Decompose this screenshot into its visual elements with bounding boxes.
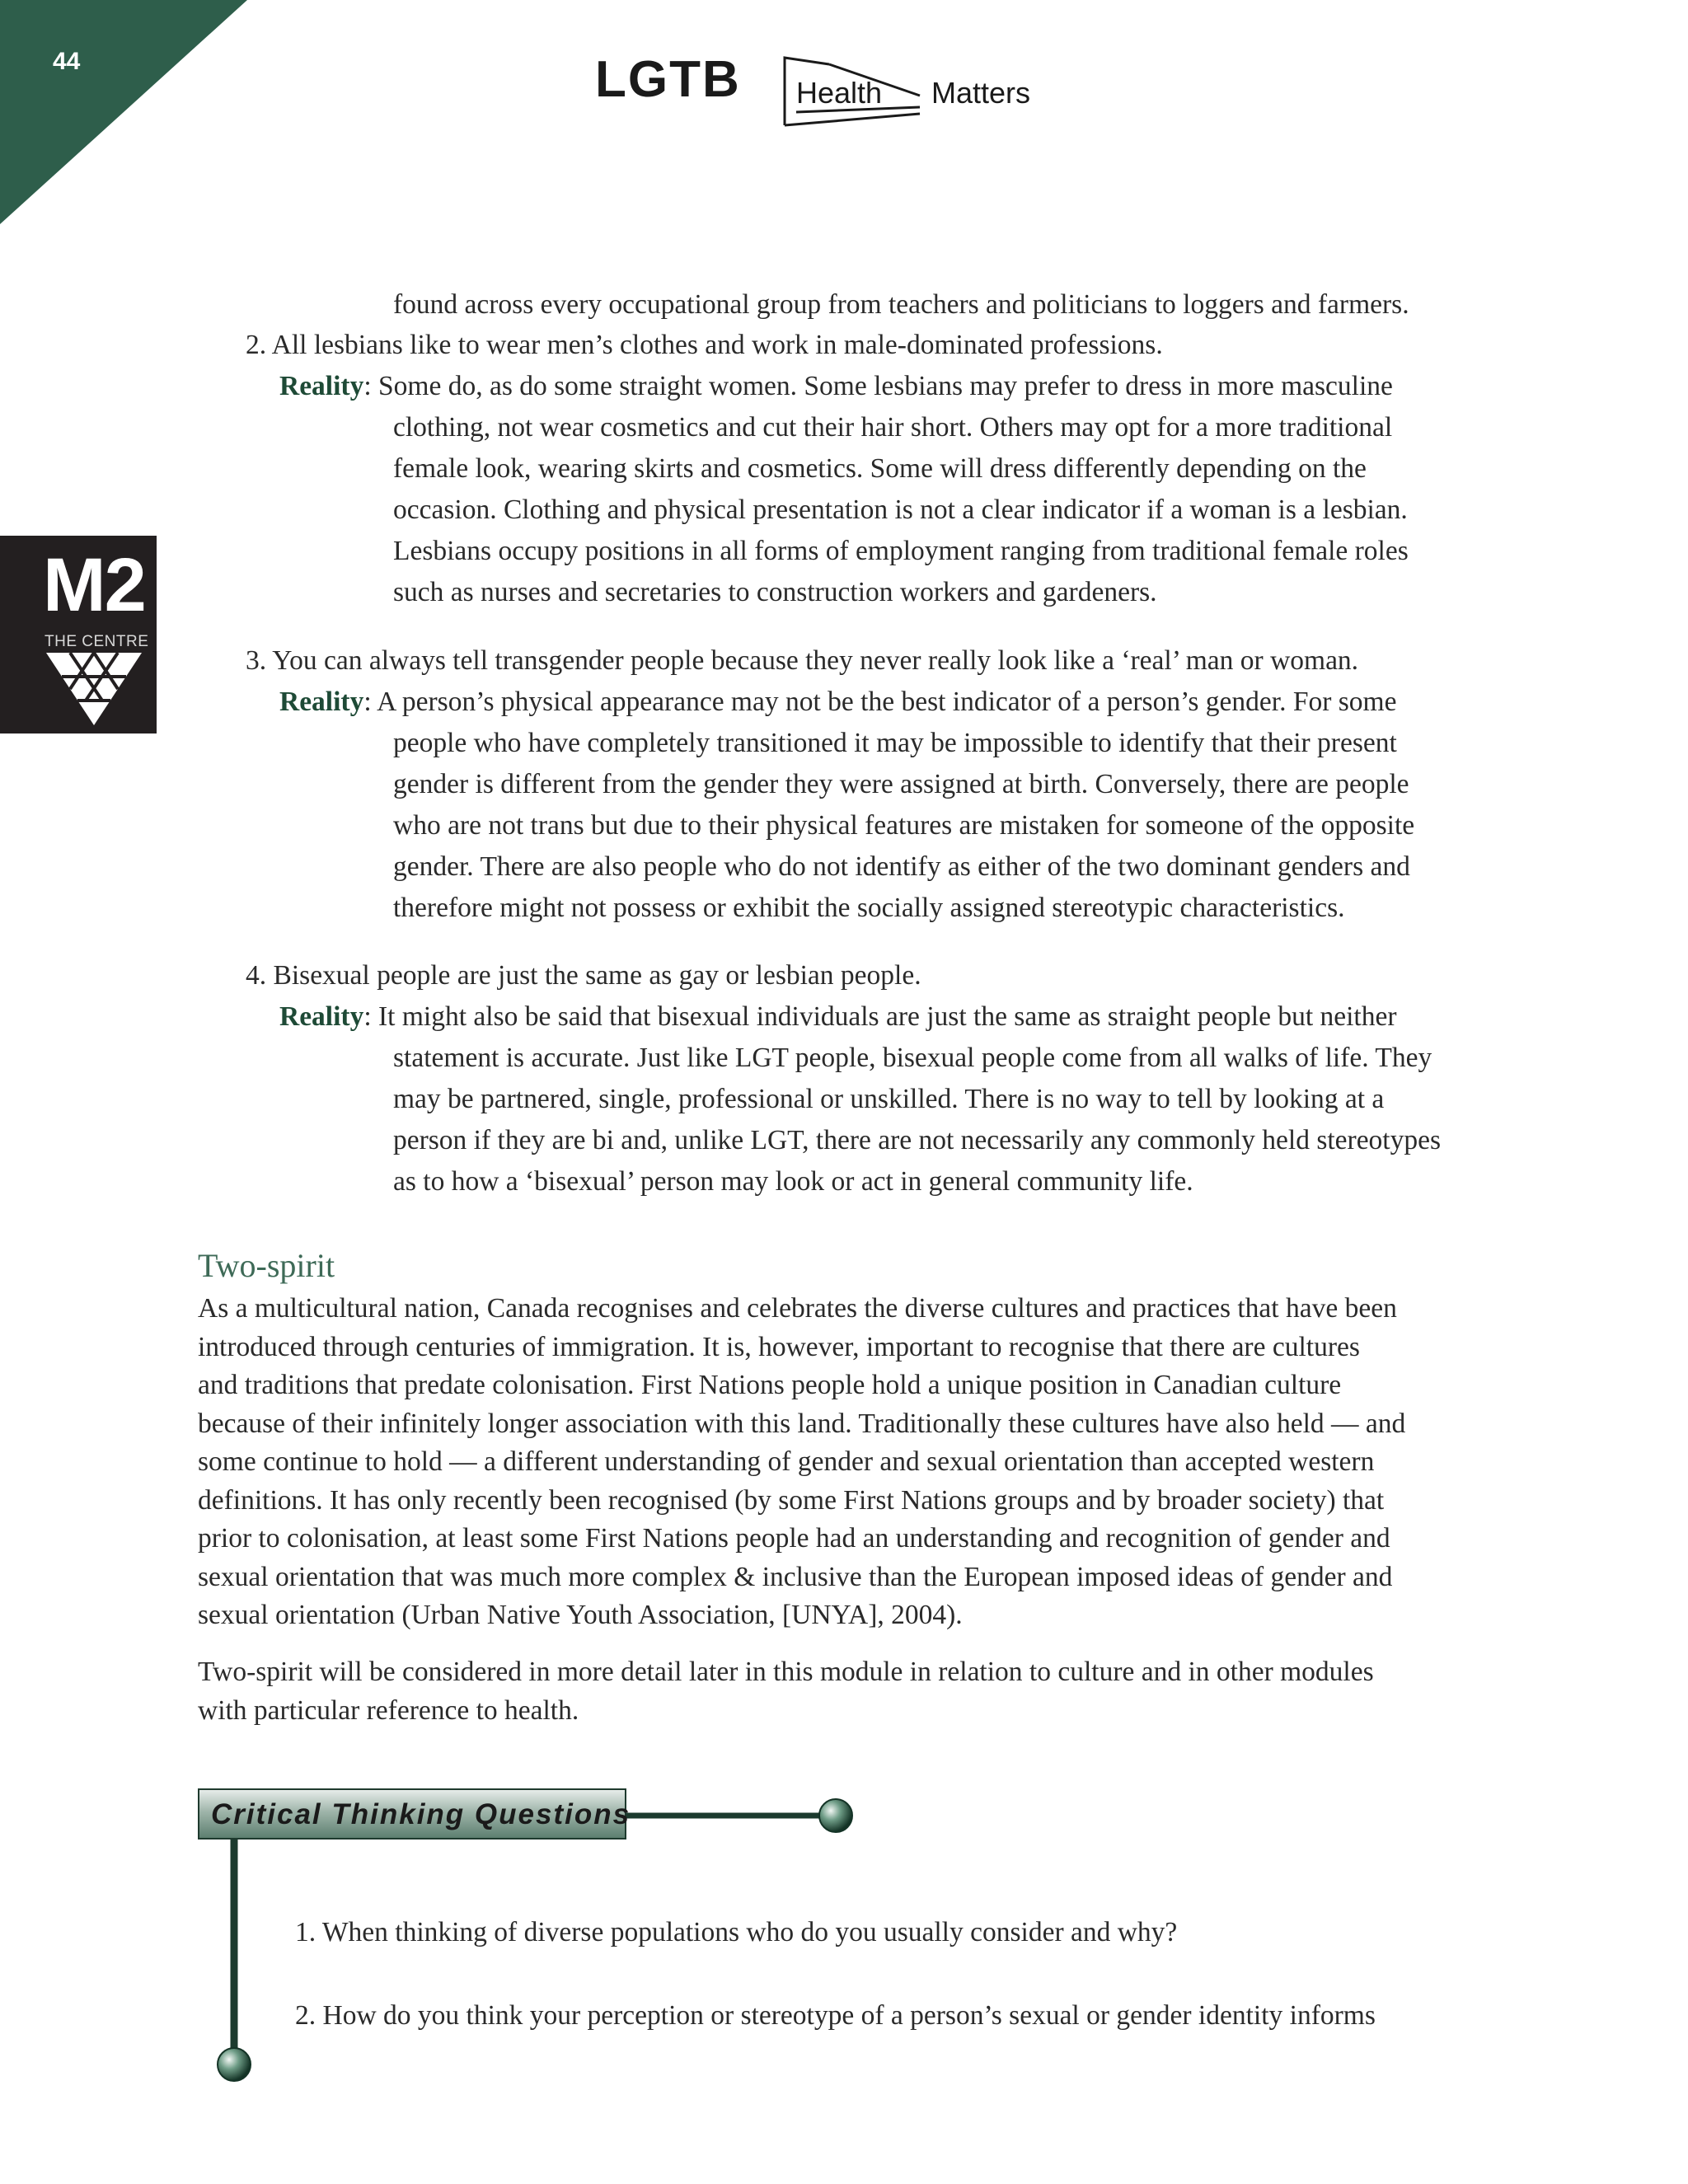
reality-text: : A person’s physical appearance may not be the best indicator of a person’s gender. For some <box>363 687 1397 717</box>
reality-label: Reality <box>279 1001 364 1032</box>
critical-thinking-question-2: 2. How do you think your perception or stereotype of a person’s sexual or gender identity informs <box>295 2000 1376 2031</box>
critical-thinking-question-1: 1. When thinking of diverse populations who do you usually consider and why? <box>295 1917 1178 1947</box>
myth-3-reality-line: therefore might not possess or exhibit the socially assigned stereotypic characteristics. <box>393 893 1345 923</box>
lgtb-health-matters-logo <box>595 51 1073 130</box>
myth-2-reality-line: Lesbians occupy positions in all forms of employment ranging from traditional female roles <box>393 536 1409 566</box>
two-spirit-paragraph-1-line: some continue to hold — a different understanding of gender and sexual orientation than accepted western <box>198 1446 1375 1477</box>
two-spirit-paragraph-1-line: introduced through centuries of immigration. It is, however, important to recognise that there are cultures <box>198 1332 1360 1362</box>
myth-3-reality-line: people who have completely transitioned it may be impossible to identify that their present <box>393 728 1397 758</box>
module-tab <box>0 536 157 733</box>
myth-3-reality-line: who are not trans but due to their physical features are mistaken for someone of the opposite <box>393 810 1415 841</box>
myth-3-reality-line: gender is different from the gender they were assigned at birth. Conversely, there are people <box>393 769 1409 799</box>
two-spirit-paragraph-1-line: definitions. It has only recently been recognised (by some First Nations groups and by broader society) that <box>198 1485 1385 1516</box>
myth-4-statement: 4. Bisexual people are just the same as gay or lesbian people. <box>246 960 921 991</box>
myth-4-reality-line <box>279 996 1397 1038</box>
reality-label: Reality <box>279 371 364 401</box>
critical-thinking-title: Critical Thinking Questions <box>211 1798 631 1830</box>
myth-2-reality-line <box>279 366 1393 407</box>
two-spirit-paragraph-1-line: sexual orientation that was much more complex & inclusive than the European imposed ideas of gender and <box>198 1562 1393 1592</box>
myth-2-reality-line: such as nurses and secretaries to construction workers and gardeners. <box>393 577 1157 607</box>
two-spirit-paragraph-1-line: sexual orientation (Urban Native Youth Association, [UNYA], 2004). <box>198 1600 963 1630</box>
myth-2-statement: 2. All lesbians like to wear men’s clothes and work in male-dominated professions. <box>246 330 1163 360</box>
two-spirit-paragraph-1-line: As a multicultural nation, Canada recognises and celebrates the diverse cultures and practices that have been <box>198 1293 1397 1324</box>
myth-4-reality-line: as to how a ‘bisexual’ person may look or act in general community life. <box>393 1166 1193 1197</box>
the-centre-triangle-logo <box>45 651 143 727</box>
myth-3-reality-line: gender. There are also people who do not identify as either of the two dominant genders and <box>393 851 1410 882</box>
myth-4-reality-line: person if they are bi and, unlike LGT, there are not necessarily any commonly held stereotypes <box>393 1125 1442 1155</box>
logo-health-text: Health <box>796 76 883 110</box>
reality-text: : It might also be said that bisexual individuals are just the same as straight people but neither <box>363 1001 1397 1032</box>
myth-4-reality-line: statement is accurate. Just like LGT people, bisexual people come from all walks of life. They <box>393 1043 1432 1073</box>
module-code: M2 <box>43 543 145 627</box>
two-spirit-paragraph-2-line: Two-spirit will be considered in more detail later in this module in relation to culture and in other modules <box>198 1657 1374 1687</box>
myth-3-statement: 3. You can always tell transgender people because they never really look like a ‘real’ man or woman. <box>246 645 1359 676</box>
reality-label: Reality <box>279 687 364 717</box>
logo-matters-text: Matters <box>931 76 1031 110</box>
two-spirit-paragraph-1-line: prior to colonisation, at least some First Nations people had an understanding and recognition of gender and <box>198 1523 1390 1554</box>
two-spirit-paragraph-2-line: with particular reference to health. <box>198 1695 579 1726</box>
page-number: 44 <box>53 48 81 75</box>
organisation-name: THE CENTRE <box>45 633 149 650</box>
myth-2-reality-line: clothing, not wear cosmetics and cut their hair short. Others may opt for a more traditional <box>393 412 1393 443</box>
logo-main-text: LGTB <box>595 51 741 108</box>
myth-3-reality-line <box>279 682 1396 723</box>
two-spirit-paragraph-1-line: because of their infinitely longer association with this land. Traditionally these cultures have also held — and <box>198 1408 1406 1439</box>
reality-text: : Some do, as do some straight women. Some lesbians may prefer to dress in more masculine <box>363 371 1393 401</box>
critical-thinking-title-box <box>198 1788 631 1840</box>
myth-2-reality-line: female look, wearing skirts and cosmetics. Some will dress differently depending on the <box>393 453 1367 484</box>
two-spirit-paragraph-1-line: and traditions that predate colonisation. First Nations people hold a unique position in Canadian culture <box>198 1370 1342 1400</box>
two-spirit-heading: Two-spirit <box>198 1247 335 1284</box>
continuation-line: found across every occupational group from teachers and politicians to loggers and farmers. <box>393 289 1409 320</box>
myth-4-reality-line: may be partnered, single, professional or unskilled. There is no way to tell by looking at a <box>393 1084 1385 1114</box>
corner-triangle <box>0 0 247 224</box>
myth-2-reality-line: occasion. Clothing and physical presentation is not a clear indicator if a woman is a lesbian. <box>393 494 1408 525</box>
